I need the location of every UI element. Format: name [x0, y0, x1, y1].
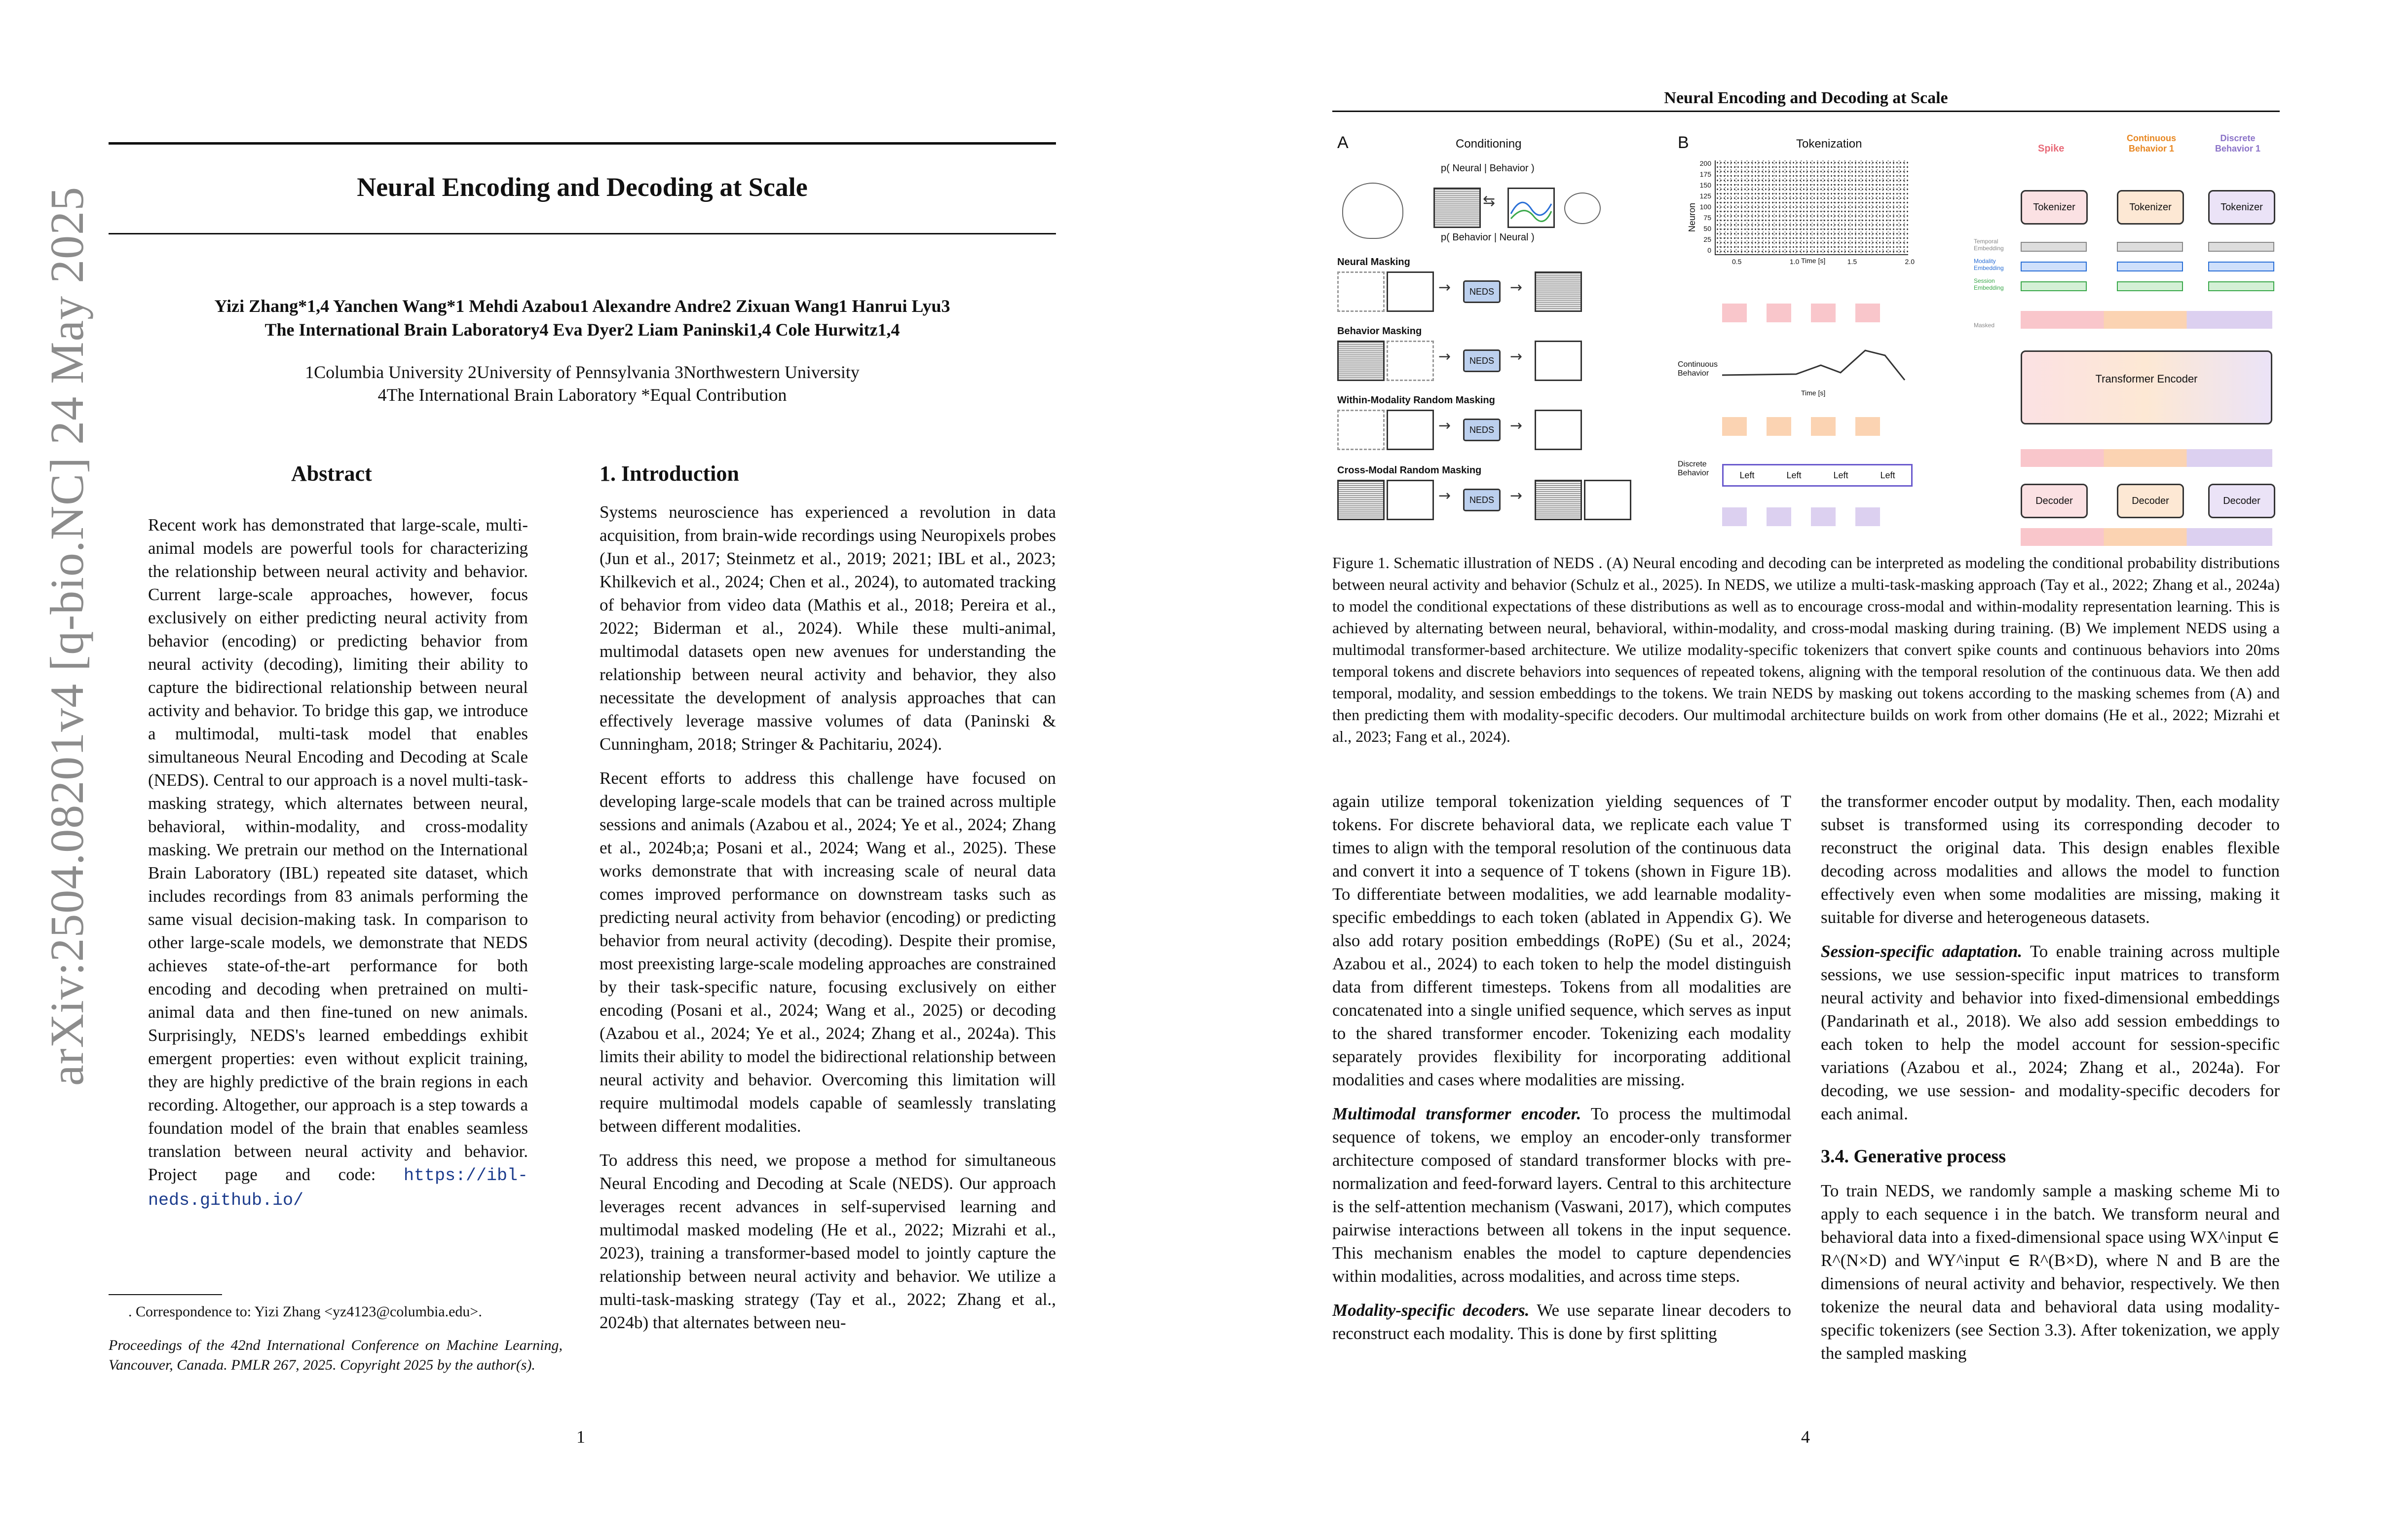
bm-neural-input — [1337, 341, 1385, 381]
y-tick: 200 — [1699, 159, 1711, 167]
behavior-masking-label: Behavior Masking — [1337, 326, 1422, 337]
bm-behavior-output — [1535, 341, 1582, 381]
within-modality-label: Within-Modality Random Masking — [1337, 395, 1495, 406]
nm-neds-block: NEDS — [1463, 280, 1501, 303]
continuous-token — [1722, 417, 1747, 436]
intro-paragraph-2: Recent efforts to address this challenge have focused on developing large-scale models that can be trained across multiple sessions and animals (Azabou et al., 2024; Ye et al., 2024; Zhang et al., 2024b;a; Posani et al., 2024; Wang et al., 2025). These works demonstrate that with increasing scale of neural data comes improved performance on downstream tasks such as predicting neural activity from behavior (encoding) or predicting behavior from neural activity (decoding). Despite their promise, most preexisting large-scale modeling approaches are constrained by their task-specific nature, focusing exclusively on either encoding (Posani et al., 2024; Wang et al., 2025) or decoding (Azabou et al., 2024; Ye et al., 2024; Zhang et al., 2024a). This limits their ability to model the bidirectional relationship between neural activity and behavior. Overcoming this limitation will require multimodal models capable of seamlessly translating between different modalities. — [600, 768, 1056, 1136]
discrete-token — [1855, 507, 1880, 526]
transformer-encoder — [2021, 350, 2272, 424]
modality-embedding-bar — [2021, 262, 2087, 271]
modality-embedding-bar — [2117, 262, 2183, 271]
raster-ticks — [1696, 158, 1711, 256]
session-embedding-bar — [2021, 281, 2087, 291]
masked-label: Masked — [1974, 322, 1995, 329]
left-label: Left — [1739, 470, 1755, 480]
page4-right-column — [1821, 790, 2280, 1376]
cm-neds-block: NEDS — [1463, 489, 1501, 511]
figure-1 — [1332, 128, 2280, 553]
intro-paragraph-1: Systems neuroscience has experienced a revolution in data acquisition, from brain-wide recordings using Neuropixels probes (Jun et al., 2017; Steinmetz et al., 2019; 2021; IBL et al., 2023; Khilkevich et al., 2024; Chen et al., 2024), to automated tracking of behavior from video data (Mathis et al., 2018; Pereira et al., 2022; Biderman et al., 2024). While these multi-animal, multimodal datasets open new avenues for understanding the relationship between neural activity and behavior, they also necessitate the development of analysis approaches that can effectively leverage massive volumes of data (Paninski & Cunningham, 2018; Stringer & Pachitariu, 2024). — [600, 502, 1056, 754]
left-text-3: We use separate linear decoders to reconstruct each modality. This is done by first splitting — [1332, 1301, 1791, 1343]
abstract-body — [148, 513, 528, 1212]
spike-decoder: Decoder — [2021, 484, 2088, 518]
continuous-tokenizer: Tokenizer — [2117, 190, 2184, 225]
footnote-rule — [109, 1294, 222, 1295]
continuous-token — [1855, 417, 1880, 436]
left-text-2: To process the multimodal sequence of tokens, we employ an encoder-only transformer architecture composed of standard transformer blocks with pre-normalization and feed-forward layers. Central to this architecture is the self-attention mechanism (Vaswani, 2017), which computes pairwise interactions between all tokens in the input sequence. This mechanism enables the model to capture dependencies within modalities, across modalities, and across time steps. — [1332, 1104, 1792, 1286]
author-list-line1: Yizi Zhang*1,4 Yanchen Wang*1 Mehdi Azabou1 Alexandre Andre2 Zixuan Wang1 Hanrui Lyu3 — [214, 296, 950, 316]
left-paragraph-2 — [1332, 1102, 1791, 1288]
behavior-trace-lines — [1509, 189, 1553, 227]
bidirectional-arrow: ⇆ — [1483, 192, 1496, 210]
abstract-text: Recent work has demonstrated that large-scale, multi-animal models are powerful tools for characterizing the relationship between neural activity and behavior. Current large-scale approaches, however, focus exclusively on either predicting neural activity from behavior (encoding) or predicting behavior from neural activity (decoding), limiting their ability to capture the bidirectional relationship between neural activity and behavior. To bridge this gap, we introduce a multimodal, multi-task model that enables simultaneous Neural Encoding and Decoding at Scale (NEDS). Central to our approach is a novel multi-task-masking strategy, which alternates between neural, behavioral, within-modality, and cross-modality masking. We pretrain our method on the International Brain Laboratory (IBL) repeated site dataset, which includes recordings from 83 animals performing the same visual decision-making task. In comparison to other large-scale models, we demonstrate that NEDS achieves state-of-the-art performance for both encoding and decoding when pretrained on multi-animal data and then fine-tuned on new animals. Surprisingly, NEDS's learned embeddings exhibit emergent properties: even without explicit training, they are highly predictive of the brain regions in each recording. Altogether, our approach is a step towards a foundation model of the brain that enables seamless translation between neural activity and behavior. Project page and code: — [148, 515, 528, 1184]
output-token-strip — [2021, 449, 2272, 467]
tokenization-title: Tokenization — [1796, 137, 1862, 151]
bm-masked-input — [1387, 341, 1434, 381]
nm-neural-output — [1535, 271, 1582, 312]
spike-token — [1767, 304, 1791, 322]
wm-arrow-2: → — [1510, 417, 1523, 434]
session-embedding-bar — [2117, 281, 2183, 291]
title-bottom-rule — [109, 233, 1056, 234]
p-neural-given-behavior: p( Neural | Behavior ) — [1441, 163, 1535, 174]
cm-input-2 — [1387, 480, 1434, 520]
continuous-column-title: Continuous Behavior 1 — [2127, 133, 2176, 153]
nm-masked-input — [1337, 271, 1385, 312]
discrete-token — [1767, 507, 1791, 526]
y-tick: 25 — [1703, 235, 1711, 243]
spike-raster — [1715, 160, 1908, 255]
decoded-token-strip — [2021, 528, 2272, 546]
discrete-behavior-label: Discrete Behavior — [1678, 460, 1709, 477]
continuous-decoder: Decoder — [2117, 484, 2184, 518]
temporal-embedding-bar — [2117, 242, 2183, 252]
arxiv-stamp: arXiv:2504.08201v4 [q-bio.NC] 24 May 2025 — [40, 186, 93, 1086]
left-label: Left — [1833, 470, 1848, 480]
behavior-trace-thumb — [1507, 188, 1555, 228]
mouse-brain-icon — [1342, 183, 1403, 239]
wm-arrow-1: → — [1438, 417, 1451, 434]
temporal-embedding-bar — [2021, 242, 2087, 252]
discrete-column-title: Discrete Behavior 1 — [2215, 133, 2261, 153]
cross-modal-label: Cross-Modal Random Masking — [1337, 465, 1482, 476]
mouse-icon — [1564, 192, 1601, 224]
conditioning-title: Conditioning — [1456, 137, 1522, 151]
right-paragraph-2 — [1821, 940, 2280, 1125]
wm-input-1 — [1337, 410, 1385, 450]
x-tick: 1.5 — [1847, 258, 1857, 266]
nm-arrow-1: → — [1438, 279, 1451, 296]
continuous-behavior-trace — [1722, 345, 1910, 385]
y-tick: 150 — [1699, 181, 1711, 189]
discrete-decoder: Decoder — [2208, 484, 2275, 518]
continuous-behavior-label: Continuous Behavior — [1678, 360, 1718, 378]
left-paragraph-3 — [1332, 1299, 1791, 1345]
discrete-token — [1811, 507, 1836, 526]
left-subhead-3: Modality-specific decoders. — [1332, 1301, 1530, 1320]
continuous-token — [1811, 417, 1836, 436]
bm-arrow-2: → — [1510, 348, 1523, 365]
affiliation-line1: 1Columbia University 2University of Pennsylvania 3Northwestern University — [305, 362, 860, 382]
right-paragraph-3: To train NEDS, we randomly sample a masking scheme Mi to apply to each sequence i in the batch. We transform neural and behavioral data into a fixed-dimensional space using WX^input ∈ R^(N×D) and WY^input ∈ R^(B×D), where N and B are the dimensions of neural activity and behavior, respectively. We then tokenize the neural data and behavioral data using modality-specific tokenizers (see Section 3.3). After tokenization, we apply the sampled masking — [1821, 1181, 2280, 1363]
spike-token — [1855, 304, 1880, 322]
spike-token — [1811, 304, 1836, 322]
x-tick: 2.0 — [1905, 258, 1915, 266]
continuous-time-label: Time [s] — [1801, 389, 1826, 397]
y-tick: 75 — [1703, 214, 1711, 222]
discrete-tokenizer: Tokenizer — [2208, 190, 2275, 225]
panel-a-label: A — [1337, 133, 1349, 152]
proceedings-note — [109, 1336, 563, 1375]
intro-paragraph-3: To address this need, we propose a method for simultaneous Neural Encoding and Decoding at Scale (NEDS). Our approach leverages recent advances in self-supervised learning and multimodal masked modeling (He et al., 2022; Mizrahi et al., 2023), training a transformer-based model to jointly capture the relationship between neural activity and behavior. We utilize a multi-task-masking strategy (Tay et al., 2022; Zhang et al., 2024b) that alternates between neu- — [600, 1150, 1056, 1332]
right-section-heading: 3.4. Generative process — [1821, 1146, 2006, 1167]
x-tick: 0.5 — [1732, 258, 1742, 266]
left-paragraph-1: again utilize temporal tokenization yielding sequences of T tokens. For discrete behavioral data, we replicate each value T times to align with the temporal resolution of the continuous data and convert it into a sequence of T tokens (shown in Figure 1B). To differentiate between modalities, we add learnable modality-specific embeddings to each token (ablated in Appendix G). We also add rotary position embeddings (RoPE) (Su et al., 2024; Azabou et al., 2024) to each token to help the model distinguish data from different timesteps. Tokens from all modalities are concatenated into a single unified sequence, which serves as input to the shared transformer encoder. Tokenizing each modality separately provides flexibility for incorporating additional modalities and cases where modalities are missing. — [1332, 792, 1791, 1089]
cm-input-1 — [1337, 480, 1385, 520]
temporal-embedding-label: Temporal Embedding — [1974, 238, 2004, 252]
x-tick: 1.0 — [1789, 258, 1800, 266]
spike-tokenizer: Tokenizer — [2021, 190, 2088, 225]
title-top-rule — [109, 142, 1056, 145]
modality-embedding-bar — [2208, 262, 2274, 271]
bm-neds-block: NEDS — [1463, 349, 1501, 372]
continuous-token — [1767, 417, 1791, 436]
input-token-strip — [2021, 311, 2272, 329]
wm-input-2 — [1387, 410, 1434, 450]
running-head: Neural Encoding and Decoding at Scale — [1664, 89, 1948, 107]
right-subhead-2: Session-specific adaptation. — [1821, 942, 2023, 961]
left-label-row — [1722, 464, 1913, 487]
y-tick: 125 — [1699, 192, 1711, 200]
project-link[interactable]: https://ibl-neds.github.io/ — [148, 1166, 528, 1210]
panel-b-label: B — [1678, 133, 1689, 152]
abstract-heading: Abstract — [291, 461, 372, 486]
cm-arrow-1: → — [1438, 487, 1451, 504]
affiliation-line2: 4The International Brain Laboratory *Equal Contribution — [377, 385, 787, 405]
wm-output — [1535, 410, 1582, 450]
right-paragraph-1: the transformer encoder output by modality. Then, each modality subset is transformed using its corresponding decoder to reconstruct the original data. This design enables flexible decoding across modalities and allows the model to function effectively even when some modalities are missing, making it suitable for diverse and heterogeneous datasets. — [1821, 792, 2280, 927]
spike-column-title: Spike — [2038, 143, 2065, 154]
page-number-4: 4 — [1801, 1427, 1810, 1447]
left-label: Left — [1786, 470, 1802, 480]
y-tick: 175 — [1699, 170, 1711, 178]
running-head-rule — [1332, 111, 2280, 112]
correspondence-footnote: . Correspondence to: Yizi Zhang <yz4123@columbia.edu>. — [128, 1304, 482, 1320]
right-text-2: To enable training across multiple sessions, we use session-specific input matrices to transform neural activity and behavior into fixed-dimensional embeddings (Pandarinath et al., 2018). We also add session embeddings to each token to help the model account for session-specific variations (Azabou et al., 2024; Zhang et al., 2024a). For decoding, we use session- and modality-specific decoders for each animal. — [1821, 942, 2280, 1123]
modality-embedding-label: Modality Embedding — [1974, 258, 2004, 271]
page-number-1: 1 — [576, 1427, 585, 1447]
y-tick: 0 — [1707, 246, 1711, 254]
p-behavior-given-neural: p( Behavior | Neural ) — [1441, 232, 1535, 243]
neuron-axis-label: Neuron — [1687, 202, 1697, 232]
paper-title: Neural Encoding and Decoding at Scale — [357, 172, 808, 202]
intro-body — [600, 500, 1056, 1345]
spike-token — [1722, 304, 1747, 322]
left-subhead-2: Multimodal transformer encoder. — [1332, 1104, 1581, 1123]
left-label: Left — [1880, 470, 1895, 480]
author-list-line2: The International Brain Laboratory4 Eva Dyer2 Liam Paninski1,4 Cole Hurwitz1,4 — [264, 320, 900, 340]
cm-output-2 — [1584, 480, 1631, 520]
wm-neds-block: NEDS — [1463, 419, 1501, 441]
intro-heading: 1. Introduction — [600, 461, 739, 486]
transformer-encoder-label: Transformer Encoder — [2095, 373, 2198, 385]
discrete-token — [1722, 507, 1747, 526]
raster-time-label: Time [s] — [1801, 257, 1826, 265]
session-embedding-label: Session Embedding — [1974, 277, 2004, 291]
figure-caption: Figure 1. Schematic illustration of NEDS . (A) Neural encoding and decoding can be interpreted as modeling the conditional probability distributions between neural activity and behavior (Schulz et al., 2025). In NEDS, we utilize a multi-task-masking approach (Tay et al., 2022; Zhang et al., 2024a) to model the conditional expectations of these distributions as well as to encourage cross-modal and within-modality representation learning. This is achieved by alternating between neural, behavioral, within-modality, and cross-modal masking during training. (B) We implement NEDS using a multimodal transformer-based architecture. We utilize modality-specific tokenizers that convert spike counts and continuous behaviors into 20ms temporal tokens and discrete behaviors into sequences of repeated tokens, aligning with the temporal resolution of the continuous data. We then add temporal, modality, and session embeddings to the tokens. We train NEDS by masking out tokens according to the masking schemes from (A) and then predicting them with modality-specific decoders. Our multimodal architecture builds on work from other domains (He et al., 2022; Mizrahi et al., 2023; Fang et al., 2024). — [1332, 554, 2280, 745]
proceedings-text: Proceedings of the 42nd International Conference on Machine Learning, Vancouver, Canada. PMLR 267, 2025. Copyright 2025 by the author(s). — [109, 1337, 563, 1373]
y-tick: 100 — [1699, 203, 1711, 211]
cm-arrow-2: → — [1510, 487, 1523, 504]
neural-raster-thumb — [1433, 188, 1481, 228]
bm-arrow-1: → — [1438, 348, 1451, 365]
nm-behavior-input — [1387, 271, 1434, 312]
session-embedding-bar — [2208, 281, 2274, 291]
nm-arrow-2: → — [1510, 279, 1523, 296]
cm-output-1 — [1535, 480, 1582, 520]
page4-left-column — [1332, 790, 1791, 1356]
temporal-embedding-bar — [2208, 242, 2274, 252]
y-tick: 50 — [1703, 225, 1711, 232]
neural-masking-label: Neural Masking — [1337, 257, 1410, 268]
